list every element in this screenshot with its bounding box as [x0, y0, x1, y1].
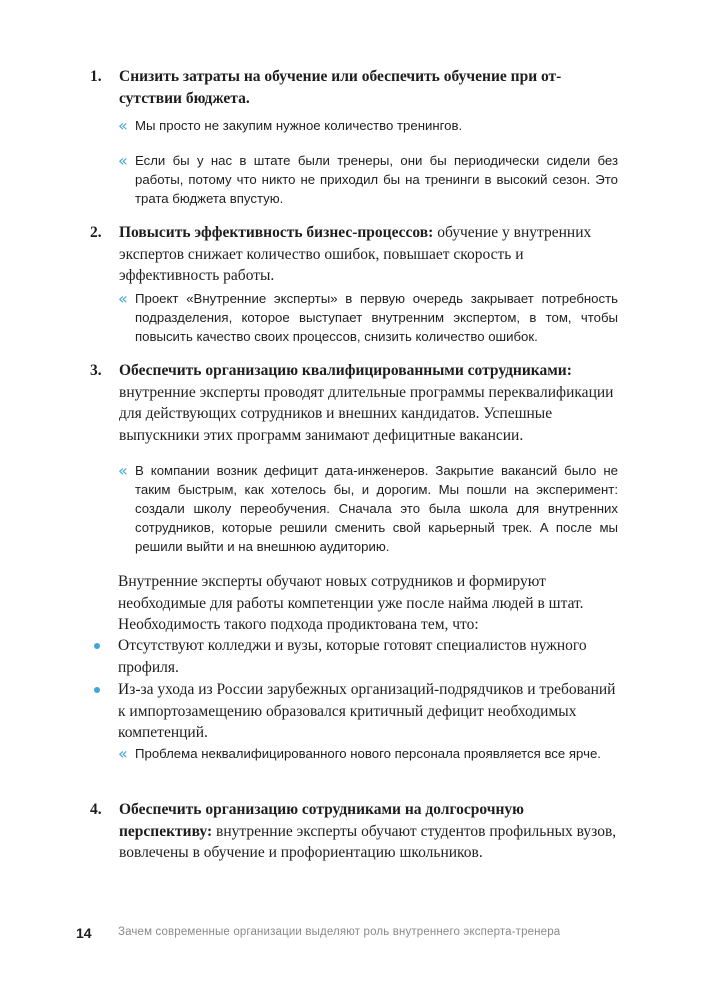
item-number: 4.: [90, 801, 102, 818]
item-title: Снизить затраты на обучение или обеспечить обучение при от-сутствии бюджета.: [119, 68, 562, 107]
item-number: 2.: [90, 224, 102, 241]
quote-icon: «: [118, 116, 128, 135]
bullet-icon: [94, 687, 100, 693]
list-item-2: [90, 222, 618, 287]
bullet-text: Отсутствуют колледжи и вузы, которые готовят специалистов нужного профиля.: [118, 637, 587, 676]
quote-text: Проблема неквалифицированного нового персонала проявляется все ярче.: [135, 746, 601, 761]
quote-icon: «: [118, 744, 128, 763]
item-title: Обеспечить организацию квалифицированными сотрудниками:: [119, 362, 572, 379]
item-title: Обеспечить организацию сотрудниками на долгосрочную перспективу:: [119, 801, 524, 840]
quote-text: Мы просто не закупим нужное количество тренингов.: [135, 118, 463, 133]
quote-1b: [118, 151, 618, 208]
list-item-4: [90, 799, 618, 864]
item-number: 1.: [90, 68, 102, 85]
bullet-text: Из-за ухода из России зарубежных организаций-подрядчиков и требований к импортозамещению образовался критичный дефицит необходимых компетенций.: [118, 681, 616, 741]
list-item-3: [90, 360, 618, 446]
page-number: 14: [76, 925, 92, 941]
list-item-1: [90, 66, 618, 109]
item-body: [119, 222, 618, 287]
item-body: [119, 66, 618, 109]
bullet-item-2: [94, 679, 618, 744]
bullet-icon: [94, 643, 100, 649]
quote-icon: «: [118, 461, 128, 480]
quote-icon: «: [118, 151, 128, 170]
item-text: внутренние эксперты проводят длительные программы переквалификации для действующих сотрудников и внешних кандидатов. Успешные выпускники этих программ занимают дефицитные вакансии.: [119, 383, 614, 444]
quote-text: В компании возник дефицит дата-инженеров. Закрытие вакансий было не таким быстрым, как хотелось бы, и дорогим. Мы пошли на эксперимент: создали школу переобучения. Сначала это была школа для внутренних сотрудников, которые решили сменить свой карьерный трек. А после мы решили выйти и на внешнюю аудиторию.: [135, 463, 618, 554]
bullet-item-1: [94, 635, 618, 678]
running-title: Зачем современные организации выделяют роль внутреннего эксперта-тренера: [118, 926, 561, 938]
quote-text: Проект «Внутренние эксперты» в первую очередь закрывает потребность подразделения, которое выступает внутренним экспертом, в том, чтобы повысить качество своих процессов, снизить количество ошибок.: [135, 291, 618, 344]
body-paragraph: Внутренние эксперты обучают новых сотрудников и формируют необходимые для работы компетенции уже после найма людей в штат. Необходимость такого подхода продиктована тем, что:: [118, 573, 584, 633]
quote-icon: «: [118, 289, 128, 308]
quote-1a: [118, 116, 618, 135]
item-title: Повысить эффективность бизнес-процессов:: [119, 224, 434, 241]
item-number: 3.: [90, 362, 102, 379]
item-body: [119, 799, 618, 864]
quote-3a: [118, 461, 618, 556]
quote-text: Если бы у нас в штате были тренеры, они бы периодически сидели без работы, потому что никто не приходил бы на тренинги в высокий сезон. Это трата бюджета впустую.: [135, 153, 618, 206]
quote-bullet: [118, 744, 618, 763]
item-text: обучение у внутренних экспертов снижает количество ошибок, повышает скорость и эффективность работы.: [119, 224, 592, 284]
item-body: [119, 360, 618, 446]
quote-2a: [118, 289, 618, 346]
item-text: внутренние эксперты обучают студентов профильных вузов, вовлечены в обучение и профориентацию школьников.: [119, 822, 617, 861]
